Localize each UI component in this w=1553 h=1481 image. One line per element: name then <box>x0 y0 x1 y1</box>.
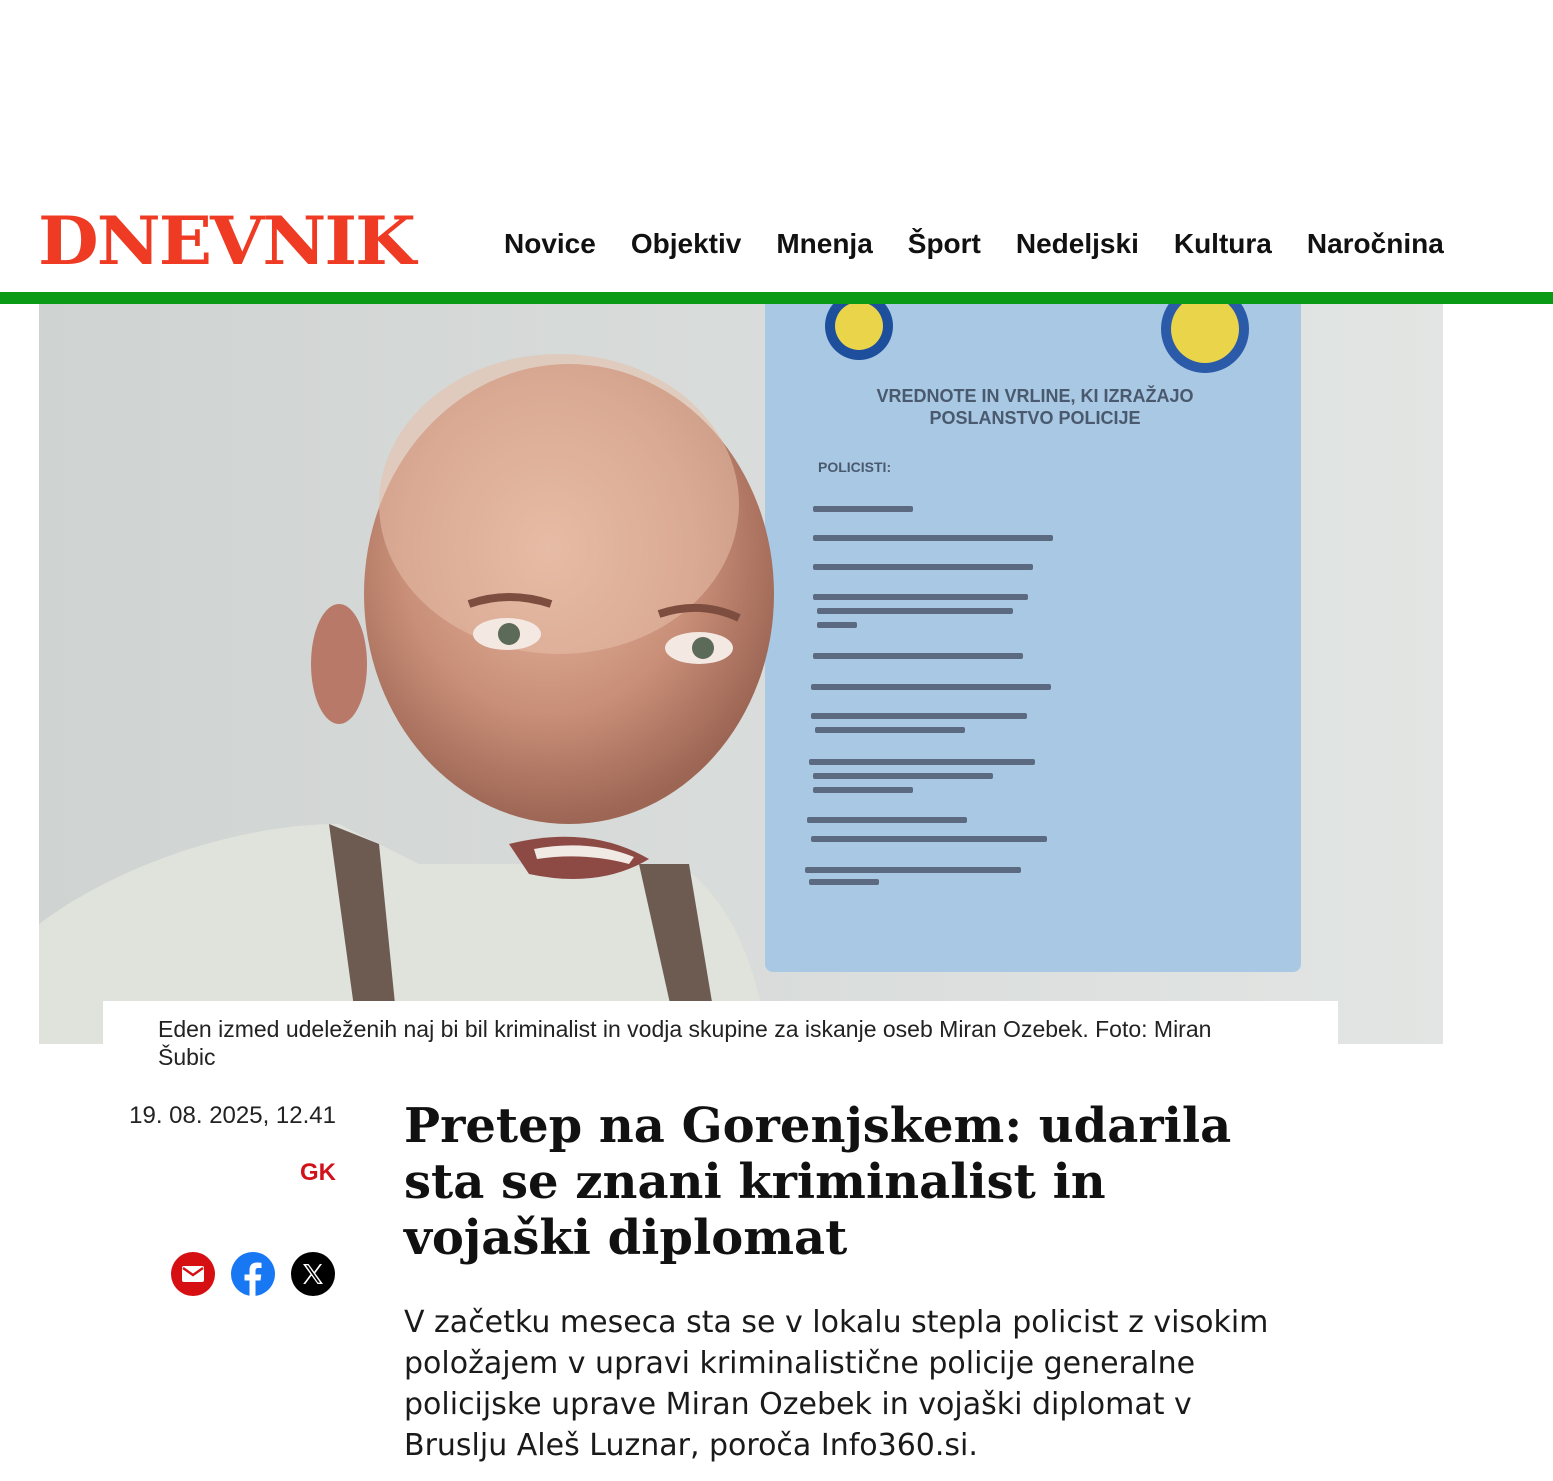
poster-title-2: POSLANSTVO POLICIJE <box>929 408 1141 428</box>
hero-photo <box>39 304 1443 1044</box>
share-email-button[interactable] <box>171 1252 215 1296</box>
caption-text: Eden izmed udeleženih naj bi bil kriminalist in vodja skupine za iskanje oseb Miran Ozebek. Foto: Miran Šubic <box>158 1016 1212 1070</box>
article-title: Pretep na Gorenjskem: udarila sta se znani kriminalist in vojaški diplomat <box>404 1098 1232 1266</box>
ad-space <box>0 0 1553 190</box>
x-icon <box>301 1262 325 1286</box>
article-meta <box>100 1098 336 1190</box>
poster-title-1: VREDNOTE IN VRLINE, KI IZRAŽAJO <box>876 386 1194 406</box>
main-nav <box>504 226 1479 262</box>
mail-icon <box>182 1266 204 1282</box>
nav-item-nedeljski[interactable]: Nedeljski <box>1015 228 1139 259</box>
hero-image[interactable] <box>39 304 1443 1044</box>
nav-item-narocnina[interactable]: Naročnina <box>1306 228 1444 259</box>
author-initials[interactable]: GK <box>300 1159 336 1186</box>
nav-item-sport[interactable]: Šport <box>907 228 981 259</box>
nav-item-kultura[interactable]: Kultura <box>1173 228 1272 259</box>
share-buttons <box>171 1252 335 1296</box>
site-logo[interactable]: DNEVNIK <box>38 201 414 280</box>
nav-item-objektiv[interactable]: Objektiv <box>630 228 742 259</box>
publish-date: 19. 08. 2025, 12.41 <box>129 1102 336 1129</box>
nav-item-novice[interactable]: Novice <box>504 228 596 259</box>
share-x-button[interactable] <box>291 1252 335 1296</box>
share-facebook-button[interactable] <box>231 1252 275 1296</box>
header-divider <box>0 292 1553 304</box>
poster-subtitle: POLICISTI: <box>818 459 892 475</box>
article-lead: V začetku meseca sta se v lokalu stepla policist z visokim položajem v upravi kriminalistične policije generalne policijske uprave Miran Ozebek in vojaški diplomat v Bruslju Aleš Luznar, poroča Info360.si. <box>404 1305 1269 1463</box>
facebook-icon <box>231 1252 275 1296</box>
nav-item-mnenja[interactable]: Mnenja <box>776 228 873 259</box>
site-header <box>0 190 1553 294</box>
image-caption <box>103 1001 1338 1070</box>
